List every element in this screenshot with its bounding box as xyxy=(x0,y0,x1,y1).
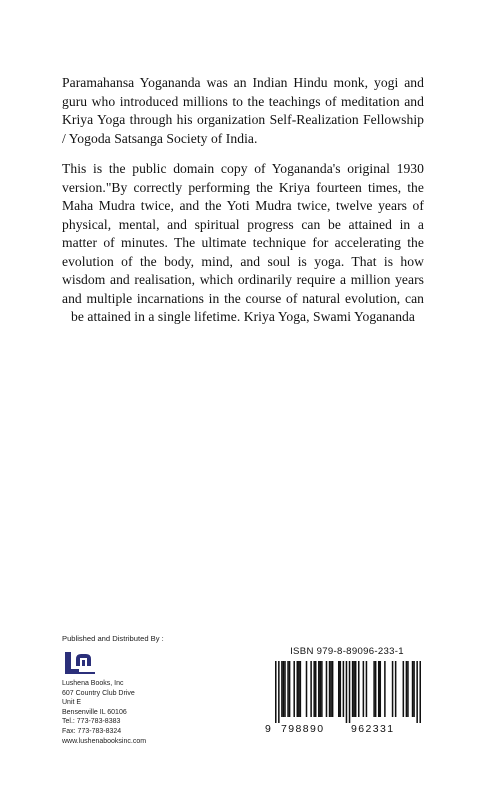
barcode-bar xyxy=(321,661,323,717)
barcode-bar xyxy=(318,661,320,717)
barcode-bar xyxy=(380,661,382,717)
barcode-bar xyxy=(281,661,283,717)
barcode-bar xyxy=(340,661,342,717)
barcode-bar xyxy=(373,661,375,717)
isbn-barcode-block xyxy=(267,644,427,739)
barcode-bar xyxy=(355,661,357,717)
barcode-bar xyxy=(413,661,415,717)
barcode-graphic xyxy=(275,661,421,723)
barcode-bar xyxy=(407,661,409,717)
publisher-tel: Tel.: 773-783-8383 xyxy=(62,718,121,726)
barcode-bar xyxy=(416,661,418,723)
isbn-label: ISBN 979-8-89096-233-1 xyxy=(290,646,404,657)
barcode-bar xyxy=(412,661,414,717)
barcode-bar xyxy=(298,661,300,717)
barcode-bar xyxy=(300,661,302,717)
book-description-paragraph: This is the public domain copy of Yogananda's original 1930 version."By correctly performing the Kriya fourteen times, the Maha Mudra twice, and the Yoti Mudra twice, twelve years of physical, mental, and spiritual progress can be attained in a matter of minutes. The ultimate technique for accelerating the evolution of the body, mind, and soul is yoga. That is how wisdom and realisation, which ordinarily require a million years and multiple incarnations in the course of natural evolution, can be attained in a single lifetime. Kriya Yoga, Swami Yogananda xyxy=(62,161,424,324)
publisher-logo-icon xyxy=(62,649,98,677)
author-bio-paragraph: Paramahansa Yogananda was an Indian Hindu monk, yogi and guru who introduced millions to the teachings of meditation and Kriya Yoga through his organization Self-Realization Fellowship / Yogoda Satsanga Society of India. xyxy=(62,75,424,146)
barcode-bar xyxy=(284,661,286,717)
barcode-bar xyxy=(329,661,331,717)
barcode-digits-left: 798890 xyxy=(281,723,325,735)
barcode-bar xyxy=(358,661,360,717)
barcode-bar xyxy=(293,661,295,717)
publisher-website: www.lushenabooksinc.com xyxy=(62,737,147,745)
barcode-bar xyxy=(330,661,332,717)
publisher-heading: Published and Distributed By : xyxy=(62,634,164,643)
barcode-bar xyxy=(406,661,408,717)
barcode-bar xyxy=(289,661,291,717)
barcode-bar xyxy=(395,661,397,717)
barcode-bar xyxy=(315,661,317,717)
barcode-bar xyxy=(384,661,386,717)
publisher-address-line-1: 607 Country Club Drive xyxy=(62,689,135,697)
barcode-digit-lead: 9 xyxy=(265,723,273,735)
barcode-bar xyxy=(419,661,421,723)
barcode-bar xyxy=(343,661,345,717)
barcode-bar xyxy=(278,661,280,723)
publisher-name: Lushena Books, Inc xyxy=(62,680,124,687)
barcode-bar xyxy=(353,661,355,717)
barcode-bar xyxy=(363,661,365,717)
barcode-bar xyxy=(366,661,368,717)
publisher-block xyxy=(62,634,222,746)
barcode-bar xyxy=(297,661,299,717)
barcode-bar xyxy=(275,661,277,723)
publisher-fax: Fax: 773-783-8324 xyxy=(62,727,122,735)
barcode-digits-right: 962331 xyxy=(351,723,395,735)
barcode-bar xyxy=(283,661,285,717)
barcode-bar xyxy=(332,661,334,717)
barcode-bar xyxy=(287,661,289,717)
barcode-bar xyxy=(346,661,348,723)
barcode-bar xyxy=(326,661,328,717)
publisher-address-line-2: Unit E xyxy=(62,699,82,707)
barcode-bar xyxy=(320,661,322,717)
barcode-bar xyxy=(375,661,377,717)
barcode-bar xyxy=(306,661,308,717)
barcode-bar xyxy=(313,661,315,717)
barcode-bar xyxy=(352,661,354,717)
barcode-bar xyxy=(392,661,394,717)
barcode-bar xyxy=(403,661,405,717)
publisher-city: Bensenville IL 60106 xyxy=(62,708,127,716)
barcode-bar xyxy=(310,661,312,717)
barcode-bar xyxy=(349,661,351,723)
barcode-bar xyxy=(378,661,380,717)
barcode-bar xyxy=(338,661,340,717)
